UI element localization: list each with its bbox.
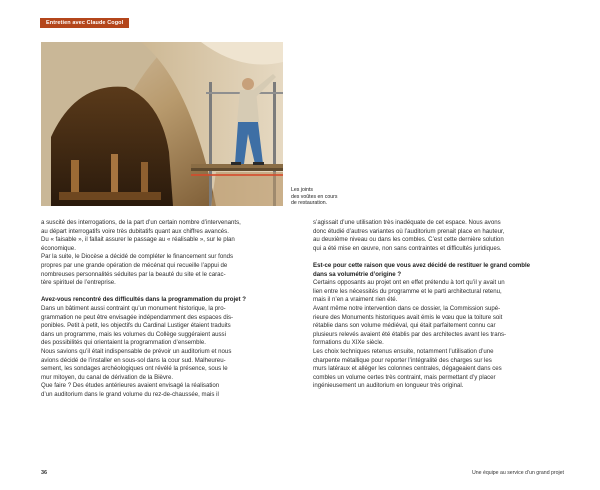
restoration-photo	[41, 42, 283, 206]
running-title: Une équipe au service d’un grand projet	[472, 470, 564, 476]
body-text-line: avions décidé de l’installer en sous-sol dans la cour sud. Malheureu-	[41, 356, 226, 364]
caption-line: des voûtes en cours	[291, 193, 338, 200]
body-text-line: Que faire ? Des études antérieures avaient envisagé la réalisation	[41, 382, 220, 390]
body-text-line: d’un auditorium dans le grand volume du rez-de-chaussée, mais il	[41, 390, 219, 398]
body-text-line: mais il n’en a vraiment rien été.	[313, 296, 398, 304]
body-text-line: économique.	[41, 244, 76, 252]
body-text-line: nombreuses personnalités séduites par la beauté du site et le carac-	[41, 270, 226, 278]
paragraph-gap	[41, 288, 271, 297]
photo-caption	[291, 187, 361, 207]
body-text-line: plusieurs relevés avaient été établis par des architectes avant les trans-	[313, 330, 507, 338]
body-text-line: combles un volume certes très contraint, mais permettant d’y placer	[313, 373, 496, 381]
interview-question-line: Est-ce pour cette raison que vous avez décidé de restituer le grand comble	[313, 261, 531, 269]
body-text-line: murs latéraux et alléger les colonnes centrales, dégageaient dans ces	[313, 365, 502, 373]
body-text-line: grammation ne peut être envisagée indépendamment des espaces dis-	[41, 313, 234, 321]
body-text-line: au deuxième niveau ou dans les combles. C’est cette dernière solution	[313, 236, 504, 244]
section-tab: Entretien avec Claude Cogol	[40, 18, 129, 28]
body-text-line: formations du XIXe siècle.	[313, 339, 384, 347]
vault-restoration-image	[41, 42, 283, 206]
body-text-line: charpente métallique pour reporter l’intégralité des charges sur les	[313, 356, 492, 364]
right-text-column	[313, 219, 543, 391]
body-text-line: sement, les sondages archéologiques ont révélé la présence, sous le	[41, 365, 228, 373]
left-text-column	[41, 219, 271, 399]
body-text-line: Par la suite, le Diocèse a décidé de compléter le financement sur fonds	[41, 253, 234, 261]
body-text-line: a suscité des interrogations, de la part d’un certain nombre d’intervenants,	[41, 219, 241, 226]
body-text-line: Dans un bâtiment aussi contraint qu’un monument historique, la pro-	[41, 304, 226, 312]
body-text-line: Du « faisable », il fallait assurer le passage au « réalisable », sur le plan	[41, 236, 235, 244]
body-text-line: Nous savions qu’il était indispensable de prévoir un auditorium et nous	[41, 347, 232, 355]
body-text-line: dans un programme, mais les volumes du Collège suggéraient aussi	[41, 330, 226, 338]
body-text-line: rieure des Monuments historiques avait émis le vœu que la toiture soit	[313, 313, 503, 321]
paragraph-gap	[313, 253, 543, 262]
body-text-line: qui a été mise en œuvre, non sans contraintes et difficultés juridiques.	[313, 244, 502, 252]
interview-question-line: dans sa volumétrie d’origine ?	[313, 270, 402, 278]
body-text-line: lien entre les nécessités du programme et le parti architectural retenu,	[313, 287, 502, 295]
body-text-line: ponibles. Petit à petit, les objectifs du Cardinal Lustiger étaient traduits	[41, 322, 231, 330]
body-text-line: Certains opposants au projet ont en effet prétendu à tort qu’il y avait un	[313, 279, 505, 287]
body-text-line: des possibilités qui orientaient la programmation d’ensemble.	[41, 339, 206, 347]
body-text-line: propres par une grande opération de mécénat qui recueille l’appui de	[41, 261, 228, 269]
body-text-line: rétablie dans son volume médiéval, qui était parfaitement connu car	[313, 322, 496, 330]
interview-question-line: Avez-vous rencontré des difficultés dans la programmation du projet ?	[41, 296, 246, 304]
body-text-line: ingénieusement un auditorium en longueur très original.	[313, 382, 464, 390]
body-text-line: au départ interrogatifs voire très dubitatifs quant aux chiffres avancés.	[41, 227, 229, 235]
body-text-line: Avant même notre intervention dans ce dossier, la Commission supé-	[313, 304, 501, 312]
body-text-line: tère spirituel de l’entreprise.	[41, 279, 116, 287]
body-text-line: mur mitoyen, du canal de dérivation de la Bièvre.	[41, 373, 174, 381]
page-number: 36	[41, 470, 48, 476]
body-text-line: Les choix techniques retenus ensuite, notamment l’utilisation d’une	[313, 347, 494, 355]
body-text-line: donc étudié d’autres variantes où l’auditorium prenait place en hauteur,	[313, 227, 505, 235]
caption-line: Les joints	[291, 187, 313, 193]
caption-line: de restauration.	[291, 200, 328, 207]
body-text-line: s’agissait d’une utilisation très inadéquate de cet espace. Nous avons	[313, 219, 501, 226]
